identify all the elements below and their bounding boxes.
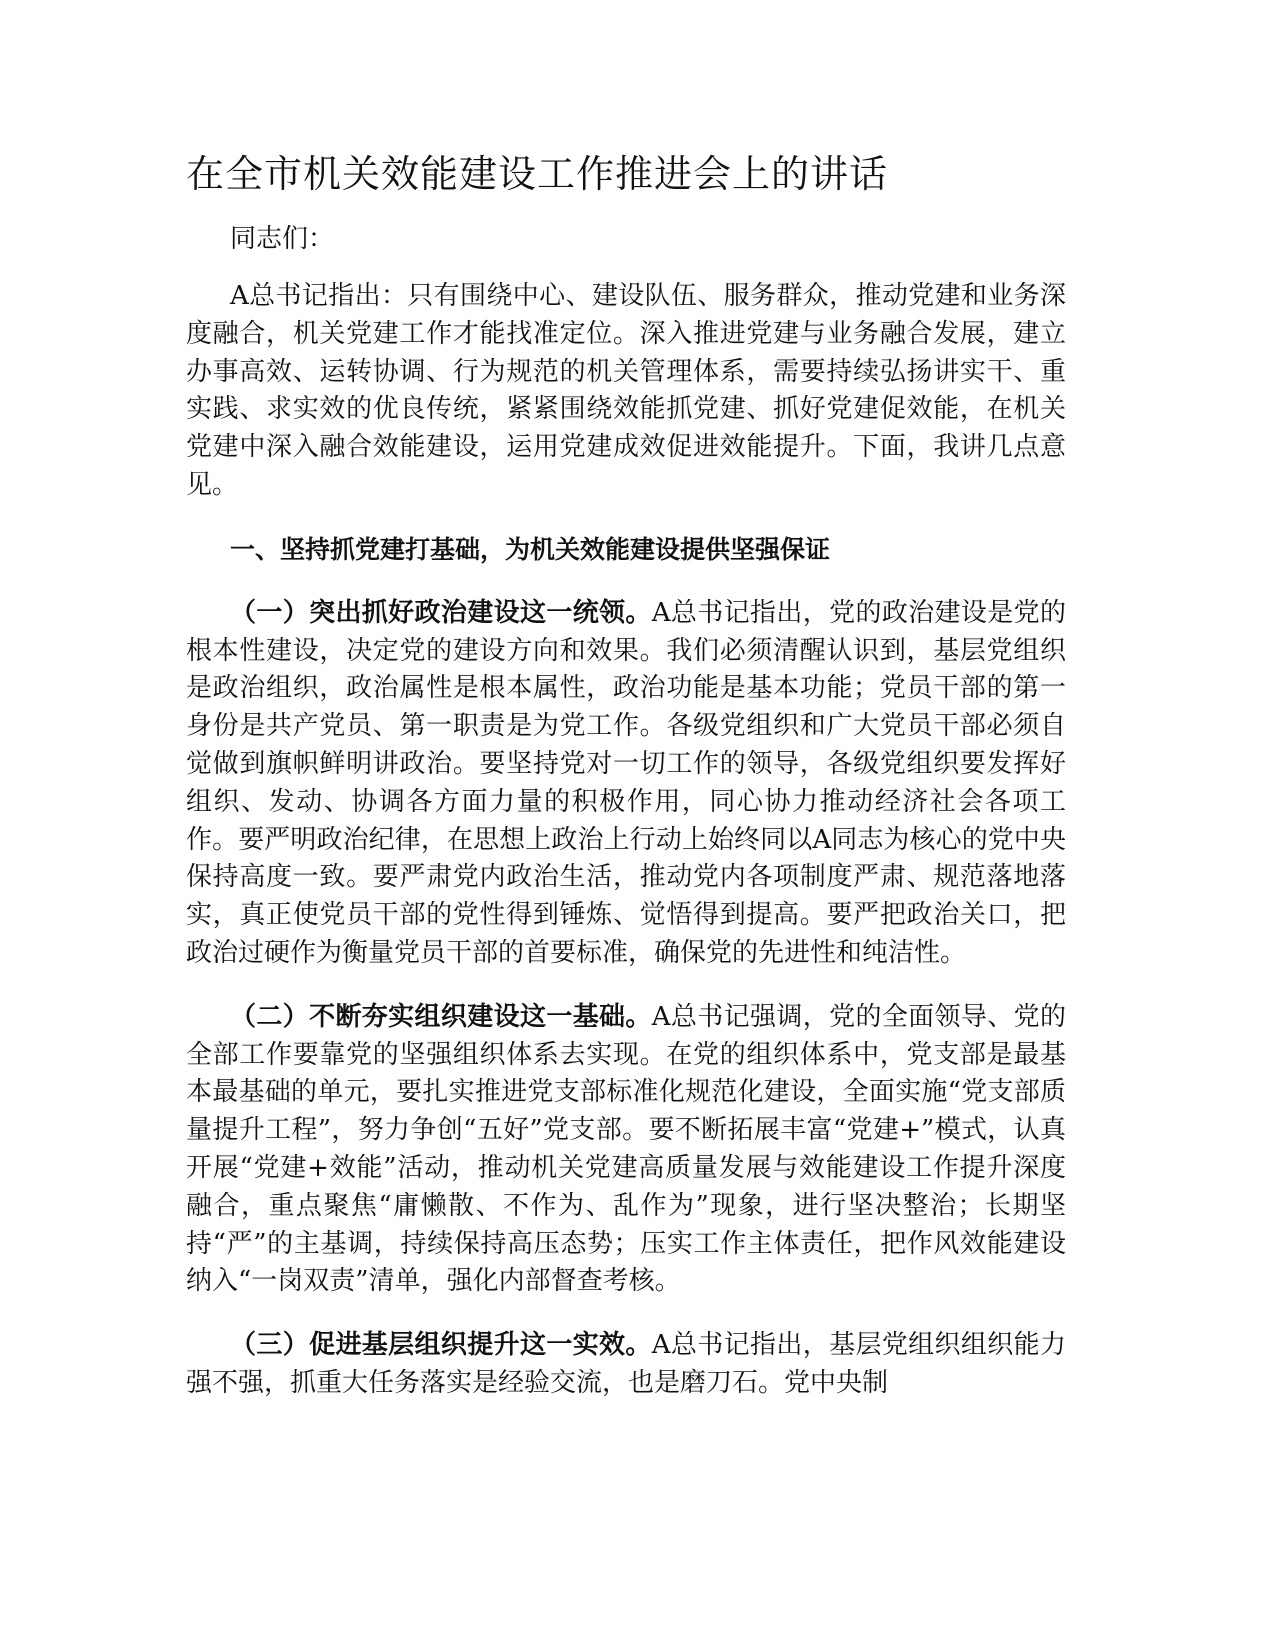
- paragraph-item-1-body: A总书记指出，党的政治建设是党的根本性建设，决定党的建设方向和效果。我们必须清醒认识到，基层党组织是政治组织，政治属性是根本属性，政治功能是基本功能；党员干部的第一身份是共产党员、第一职责是为党工作。各级党组织和广大党员干部必须自觉做到旗帜鲜明讲政治。要坚持党对一切工作的领导，各级党组织要发挥好组织、发动、协调各方面力量的积极作用，同心协力推动经济社会各项工作。要严明政治纪律，在思想上政治上行动上始终同以A同志为核心的党中央保持高度一致。要严肃党内政治生活，推动党内各项制度严肃、规范落地落实，真正使党员干部的党性得到锤炼、觉悟得到提高。要严把政治关口，把政治过硬作为衡量党员干部的首要标准，确保党的先进性和纯洁性。: [186, 597, 1066, 968]
- paragraph-item-2-lead: （二）不断夯实组织建设这一基础。: [230, 1001, 652, 1032]
- intro-paragraph: A总书记指出：只有围绕中心、建设队伍、服务群众，推动党建和业务深度融合，机关党建工作才能找准定位。深入推进党建与业务融合发展，建立办事高效、运转协调、行为规范的机关管理体系，需要持续弘扬讲实干、重实践、求实效的优良传统，紧紧围绕效能抓党建、抓好党建促效能，在机关党建中深入融合效能建设，运用党建成效促进效能提升。下面，我讲几点意见。: [186, 281, 1066, 500]
- document-title: 在全市机关效能建设工作推进会上的讲话: [186, 152, 889, 196]
- paragraph-item-1: [186, 595, 1066, 973]
- paragraph-item-3-lead: （三）促进基层组织提升这一实效。: [230, 1330, 652, 1361]
- paragraph-item-2-body: A总书记强调，党的全面领导、党的全部工作要靠党的坚强组织体系去实现。在党的组织体系中，党支部是最基本最基础的单元，要扎实推进党支部标准化规范化建设，全面实施“党支部质量提升工程”，努力争创“五好”党支部。要不断拓展丰富“党建+”模式，认真开展“党建+效能”活动，推动机关党建高质量发展与效能建设工作提升深度融合，重点聚焦“庸懒散、不作为、乱作为”现象，进行坚决整治；长期坚持“严”的主基调，持续保持高压态势；压实工作主体责任，把作风效能建设纳入“一岗双责”清单，强化内部督查考核。: [186, 1001, 1066, 1297]
- paragraph-item-2: [186, 999, 1066, 1301]
- section-heading-1: 一、坚持抓党建打基础，为机关效能建设提供坚强保证: [230, 534, 831, 564]
- salutation: 同志们：: [230, 224, 335, 254]
- paragraph-item-3: [186, 1327, 1066, 1403]
- paragraph-item-3-body: A总书记指出，基层党组织组织能力强不强，抓重大任务落实是经验交流，也是磨刀石。党中央制: [186, 1330, 1066, 1398]
- document-body: [186, 146, 1066, 1403]
- paragraph-item-1-lead: （一）突出抓好政治建设这一统领。: [230, 597, 652, 628]
